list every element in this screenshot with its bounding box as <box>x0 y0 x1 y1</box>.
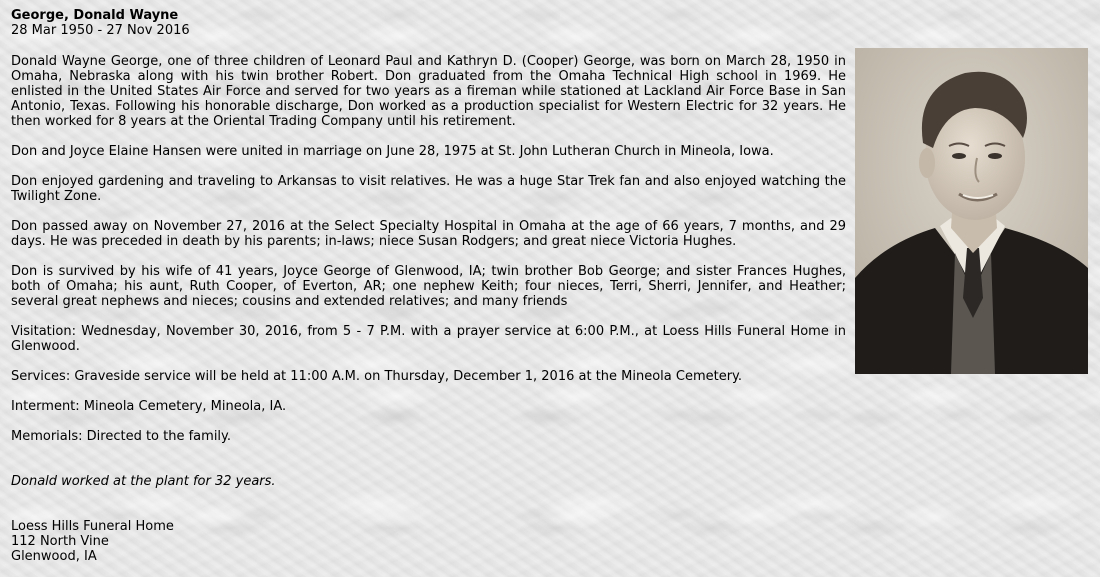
closing-note: Donald worked at the plant for 32 years. <box>11 474 276 489</box>
paragraph-passing: Don passed away on November 27, 2016 at the Select Specialty Hospital in Omaha at the age of 66 years, 7 months, and 29 days. He was preceded in death by his parents; in-laws; niece Susan Rodgers; and great niece Victoria Hughes. <box>11 219 846 249</box>
paragraph-survivors: Don is survived by his wife of 41 years, Joyce George of Glenwood, IA; twin brother Bob George; and sister Frances Hughes, both of Omaha; his aunt, Ruth Cooper, of Everton, AR; one nephew Keith; four nieces, Terri, Sherri, Jennifer, and Heather; several great nephews and nieces; cousins and extended relatives; and many friends <box>11 264 846 309</box>
funeral-home-city: Glenwood, IA <box>11 549 97 564</box>
obituary-text <box>11 8 846 564</box>
funeral-home-address <box>11 519 846 564</box>
paragraph-marriage: Don and Joyce Elaine Hansen were united in marriage on June 28, 1975 at St. John Lutheran Church in Mineola, Iowa. <box>11 144 774 159</box>
paragraph-visitation: Visitation: Wednesday, November 30, 2016, from 5 - 7 P.M. with a prayer service at 6:00 P.M., at Loess Hills Funeral Home in Glenwood. <box>11 324 846 354</box>
portrait-image <box>855 48 1088 374</box>
life-dates: 28 Mar 1950 - 27 Nov 2016 <box>11 23 190 38</box>
funeral-home-name: Loess Hills Funeral Home <box>11 519 174 534</box>
paragraph-interment: Interment: Mineola Cemetery, Mineola, IA. <box>11 399 287 414</box>
funeral-home-street: 112 North Vine <box>11 534 109 549</box>
paragraph-hobbies: Don enjoyed gardening and traveling to Arkansas to visit relatives. He was a huge Star Trek fan and also enjoyed watching the Twilight Zone. <box>11 174 846 204</box>
portrait-photo <box>855 48 1088 374</box>
paragraph-services: Services: Graveside service will be held at 11:00 A.M. on Thursday, December 1, 2016 at the Mineola Cemetery. <box>11 369 743 384</box>
paragraph-memorials: Memorials: Directed to the family. <box>11 429 232 444</box>
paragraph-biography: Donald Wayne George, one of three children of Leonard Paul and Kathryn D. (Cooper) George, was born on March 28, 1950 in Omaha, Nebraska along with his twin brother Robert. Don graduated from the Omaha Technical High school in 1969. He enlisted in the United States Air Force and served for two years as a fireman while stationed at Lackland Air Force Base in San Antonio, Texas. Following his honorable discharge, Don worked as a production specialist for Western Electric for 32 years. He then worked for 8 years at the Oriental Trading Company until his retirement. <box>11 54 846 129</box>
obituary-name: George, Donald Wayne <box>11 8 179 23</box>
